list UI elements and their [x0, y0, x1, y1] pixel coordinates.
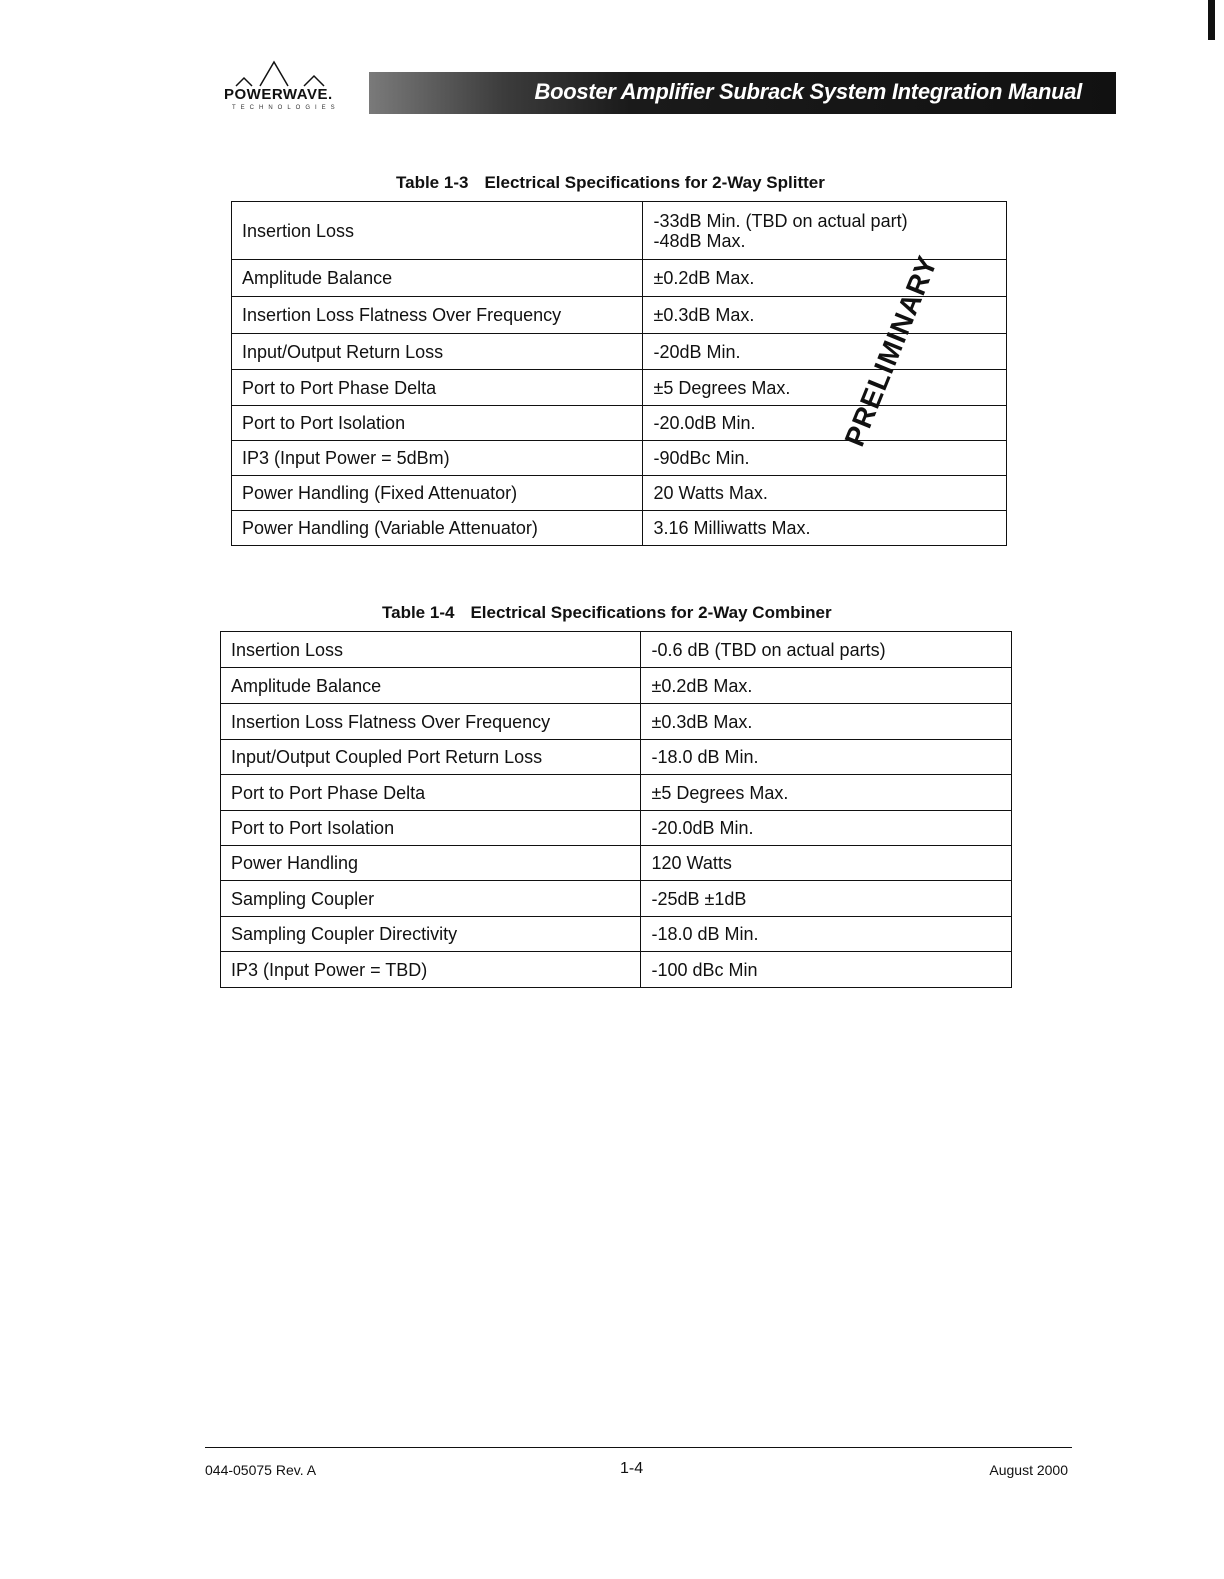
- param-cell: IP3 (Input Power = TBD): [221, 952, 641, 988]
- param-cell: Sampling Coupler: [221, 881, 641, 917]
- table-1-4-title: Electrical Specifications for 2-Way Combiner: [470, 603, 832, 622]
- value-cell: ±0.3dB Max.: [641, 704, 1012, 740]
- value-cell: 20 Watts Max.: [643, 476, 1007, 511]
- table-row: [221, 952, 1012, 988]
- wave-peaks-icon: [222, 58, 350, 88]
- value-cell: -90dBc Min.: [643, 441, 1007, 476]
- param-cell: Sampling Coupler Directivity: [221, 917, 641, 952]
- table-1-3-title: Electrical Specifications for 2-Way Splitter: [484, 173, 825, 192]
- page-edge-mark: [1208, 0, 1215, 40]
- value-cell: -25dB ±1dB: [641, 881, 1012, 917]
- table-row: [221, 846, 1012, 881]
- param-cell: Insertion Loss Flatness Over Frequency: [221, 704, 641, 740]
- table-row: [232, 476, 1007, 511]
- table-1-4-number: Table 1-4: [382, 603, 455, 622]
- param-cell: Power Handling (Variable Attenuator): [232, 511, 643, 546]
- page-number: 1-4: [620, 1460, 644, 1477]
- param-cell: Port to Port Isolation: [232, 406, 643, 441]
- table-row: [232, 260, 1007, 297]
- value-cell: -0.6 dB (TBD on actual parts): [641, 632, 1012, 668]
- param-cell: Amplitude Balance: [232, 260, 643, 297]
- table-1-4-caption: [382, 603, 832, 623]
- value-cell: -100 dBc Min: [641, 952, 1012, 988]
- table-row: [232, 441, 1007, 476]
- param-cell: Port to Port Phase Delta: [221, 775, 641, 811]
- table-row: [221, 917, 1012, 952]
- param-cell: Input/Output Coupled Port Return Loss: [221, 740, 641, 775]
- param-cell: Port to Port Isolation: [221, 811, 641, 846]
- preliminary-stamp: PRELIMINARY: [838, 250, 944, 451]
- publication-date: August 2000: [989, 1462, 1068, 1478]
- value-cell: 120 Watts: [641, 846, 1012, 881]
- param-cell: Insertion Loss Flatness Over Frequency: [232, 297, 643, 334]
- value-cell: -20dB Min.: [643, 334, 1007, 370]
- table-row: [221, 775, 1012, 811]
- table-row: [232, 406, 1007, 441]
- table-row: [232, 202, 1007, 260]
- table-row: [221, 881, 1012, 917]
- table-row: [221, 632, 1012, 668]
- value-cell: ±0.2dB Max.: [643, 260, 1007, 297]
- value-cell: -20.0dB Min.: [641, 811, 1012, 846]
- value-cell: -18.0 dB Min.: [641, 917, 1012, 952]
- combiner-spec-table: [220, 631, 1012, 988]
- table-row: [221, 704, 1012, 740]
- param-cell: Port to Port Phase Delta: [232, 370, 643, 406]
- table-row: [221, 668, 1012, 704]
- document-number: 044-05075 Rev. A: [205, 1462, 317, 1478]
- table-row: [221, 740, 1012, 775]
- value-cell: 3.16 Milliwatts Max.: [643, 511, 1007, 546]
- footer-divider: [205, 1447, 1072, 1448]
- param-cell: Power Handling (Fixed Attenuator): [232, 476, 643, 511]
- manual-title: Booster Amplifier Subrack System Integration Manual: [534, 79, 1082, 104]
- header-banner: [369, 72, 1116, 114]
- table-row: [221, 811, 1012, 846]
- value-line: -48dB Max.: [653, 230, 746, 251]
- param-cell: Power Handling: [221, 846, 641, 881]
- param-cell: IP3 (Input Power = 5dBm): [232, 441, 643, 476]
- value-line: -33dB Min. (TBD on actual part): [653, 210, 908, 231]
- logo-wordmark: POWERWAVE.: [224, 86, 333, 103]
- param-cell: Insertion Loss: [221, 632, 641, 668]
- value-cell: -18.0 dB Min.: [641, 740, 1012, 775]
- value-cell: ±0.2dB Max.: [641, 668, 1012, 704]
- logo-subtext: TECHNOLOGIES: [232, 105, 340, 111]
- powerwave-logo: [222, 58, 350, 118]
- table-row: [232, 511, 1007, 546]
- value-cell: ±5 Degrees Max.: [641, 775, 1012, 811]
- table-1-3-number: Table 1-3: [396, 173, 469, 192]
- value-cell: -20.0dB Min.: [643, 406, 1007, 441]
- value-cell: [643, 202, 1007, 260]
- param-cell: Insertion Loss: [232, 202, 643, 260]
- param-cell: Amplitude Balance: [221, 668, 641, 704]
- value-cell: ±0.3dB Max.: [643, 297, 1007, 334]
- param-cell: Input/Output Return Loss: [232, 334, 643, 370]
- table-1-3-caption: [396, 173, 825, 193]
- value-cell: ±5 Degrees Max.: [643, 370, 1007, 406]
